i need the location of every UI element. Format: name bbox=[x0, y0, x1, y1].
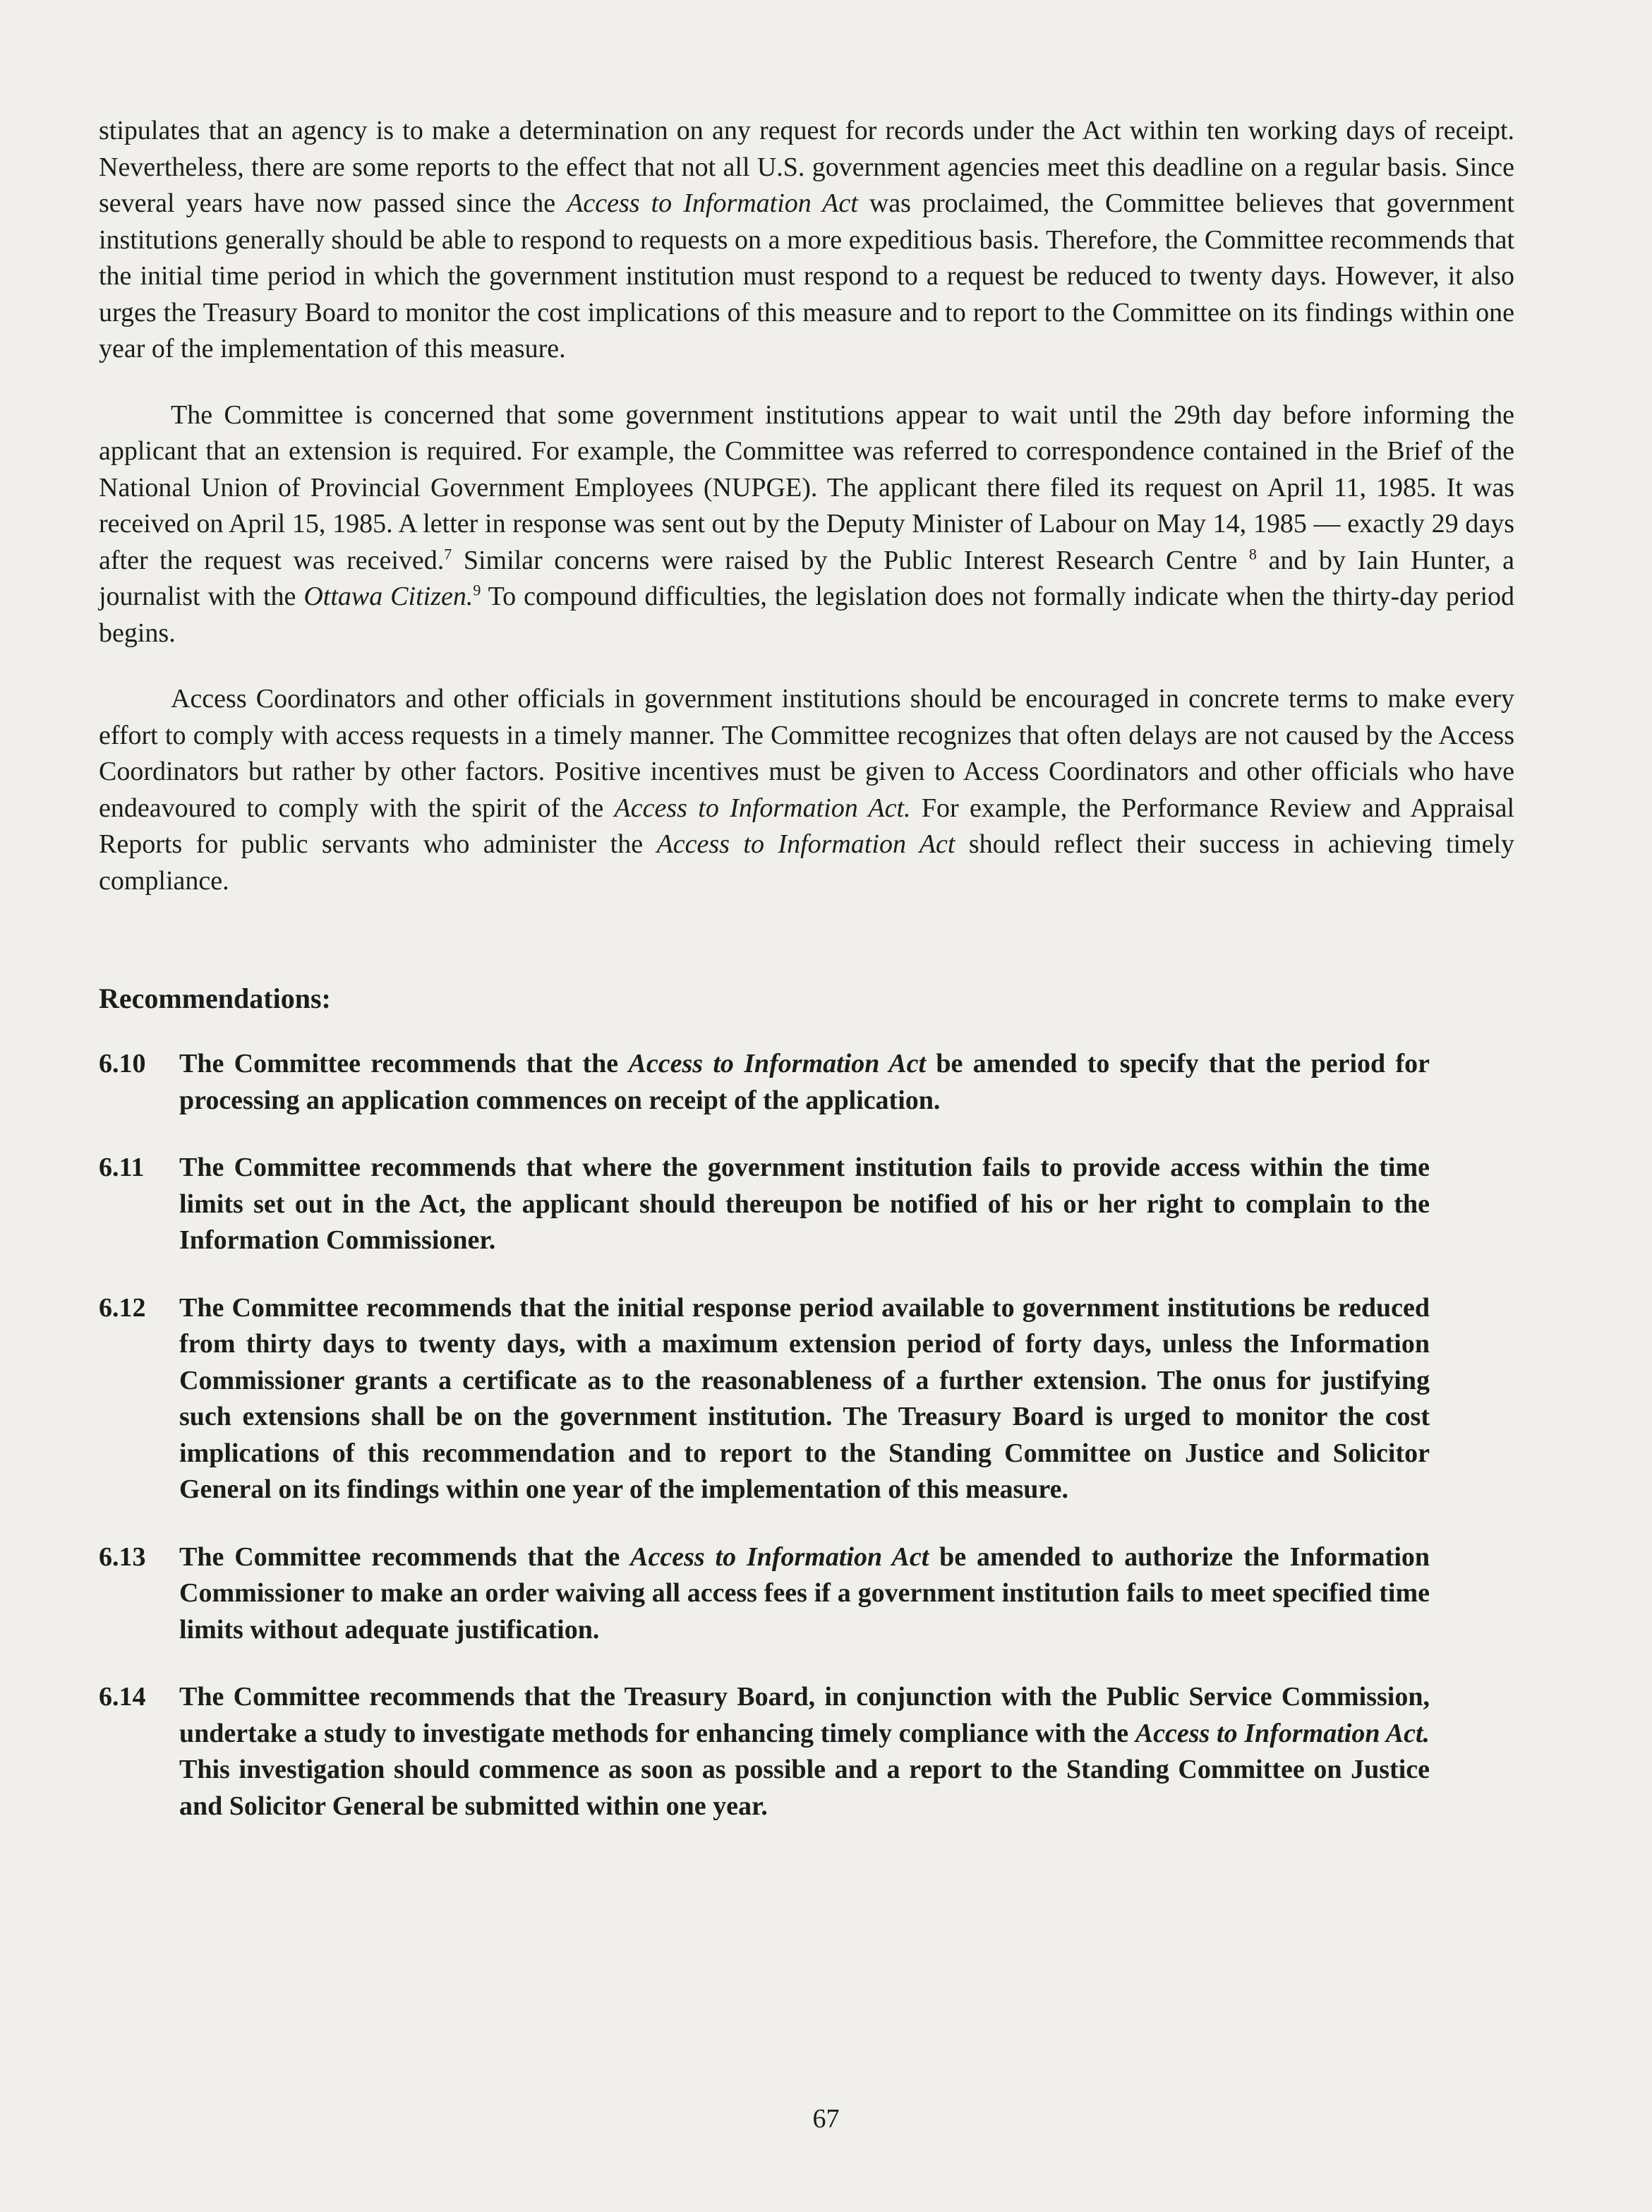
recommendation-number: 6.12 bbox=[99, 1292, 146, 1323]
act-title: Access to Information Act bbox=[567, 188, 858, 218]
act-title: Access to Information Act bbox=[656, 829, 955, 859]
text-run: be amended to authorize the Information Commissioner to make an order waiving all access fees if a government institution fails to meet specified time limits without adequate justification. bbox=[179, 1541, 1430, 1645]
recommendations-heading: Recommendations: bbox=[99, 982, 331, 1014]
text-run: be amended to specify that the period for processing an application commences on receipt of the application. bbox=[179, 1049, 1430, 1115]
text-run: Similar concerns were raised by the Public Interest Research Centre bbox=[452, 545, 1249, 575]
text-run: For example, the Performance Review and Appraisal Reports for public servants who administer the bbox=[99, 793, 1515, 859]
text-run: The Committee recommends that the bbox=[179, 1049, 629, 1078]
text-run: The Committee is concerned that some government institutions appear to wait until the 29th day before informing the applicant that an extension is required. For example, the Committee was referred to correspondence contained in the Brief of the National Union of Provincial Government Employees (NUPGE). The applicant there filed its request on April 11, 1985. It was received on April 15, 1985. A letter in response was sent out by the Deputy Minister of Labour on May 14, 1985 — exactly 29 days after the request was received. bbox=[99, 399, 1514, 575]
recommendation-number: 6.11 bbox=[99, 1153, 145, 1182]
paragraph-3 bbox=[99, 681, 1514, 899]
text-run: should reflect their success in achieving timely compliance. bbox=[99, 829, 1515, 896]
text-run: The Committee recommends that the bbox=[179, 1541, 631, 1572]
text-run: stipulates that an agency is to make a determination on any request for records under the Act within ten working days of receipt. Nevertheless, there are some reports to the effect that not all U.S. government agencies meet this deadline on a regular basis. Since several years have now passed since the bbox=[99, 116, 1514, 218]
recommendation-number: 6.14 bbox=[99, 1682, 146, 1712]
recommendation-text bbox=[179, 1290, 1430, 1508]
text-run: This investigation should commence as soon as possible and a report to the Standing Committee on Justice and Solicitor General be submitted within one year. bbox=[179, 1755, 1430, 1821]
recommendation-number: 6.13 bbox=[99, 1541, 146, 1572]
paragraph-1 bbox=[99, 113, 1514, 368]
recommendation-6-14 bbox=[99, 1679, 1514, 1825]
paragraph-2 bbox=[99, 397, 1514, 652]
recommendation-6-12 bbox=[99, 1290, 1514, 1508]
text-run: The Committee recommends that where the government institution fails to provide access within the time limits set out in the Act, the applicant should thereupon be notified of his or her right to complain to the Information Commissioner. bbox=[179, 1153, 1430, 1255]
text-run: Access Coordinators and other officials in government institutions should be encouraged in concrete terms to make every effort to comply with access requests in a timely manner. The Committee recognizes that often delays are not caused by the Access Coordinators but rather by other factors. Positive incentives must be given to Access Coordinators and other officials who have endeavoured to comply with the spirit of the bbox=[99, 684, 1514, 823]
recommendation-6-10 bbox=[99, 1046, 1514, 1119]
recommendation-text bbox=[179, 1046, 1430, 1119]
recommendation-text bbox=[179, 1539, 1430, 1649]
text-run: The Committee recommends that the initial response period available to government institutions be reduced from thirty days to twenty days, with a maximum extension period of forty days, unless the Information Commissioner grants a certificate as to the reasonableness of a further extension. The onus for justifying such extensions shall be on the government institution. The Treasury Board is urged to monitor the cost implications of this recommendation and to report to the Standing Committee on Justice and Solicitor General on its findings within one year of the implementation of this measure. bbox=[179, 1292, 1430, 1504]
recommendation-6-13 bbox=[99, 1539, 1514, 1649]
text-run: The Committee recommends that the Treasury Board, in conjunction with the Public Service Commission, undertake a study to investigate methods for enhancing timely compliance with the bbox=[179, 1682, 1430, 1748]
recommendation-text bbox=[179, 1679, 1430, 1825]
recommendation-number: 6.10 bbox=[99, 1049, 146, 1078]
footnote-ref-9: 9 bbox=[473, 581, 481, 599]
page-number: 67 bbox=[812, 2104, 840, 2134]
recommendation-6-11 bbox=[99, 1150, 1514, 1259]
act-title: Access to Information Act bbox=[628, 1049, 927, 1078]
act-title: Access to Information Act. bbox=[614, 793, 911, 823]
text-run: To compound difficulties, the legislation does not formally indicate when the thirty-day period begins. bbox=[99, 582, 1514, 648]
text-run: was proclaimed, the Committee believes that government institutions generally should be able to respond to requests on a more expeditious basis. Therefore, the Committee recommends that the initial time period in which the government institution must respond to a request be reduced to twenty days. However, it also urges the Treasury Board to monitor the cost implications of this measure and to report to the Committee on its findings within one year of the implementation of this measure. bbox=[99, 188, 1514, 363]
footnote-ref-8: 8 bbox=[1248, 544, 1257, 563]
act-title: Access to Information Act. bbox=[1135, 1718, 1430, 1748]
text-run: and by Iain Hunter, a journalist with the bbox=[99, 545, 1515, 611]
footnote-ref-7: 7 bbox=[444, 544, 452, 563]
recommendation-text bbox=[179, 1150, 1430, 1259]
document-page bbox=[99, 113, 1514, 1825]
newspaper-title: Ottawa Citizen. bbox=[303, 582, 474, 611]
act-title: Access to Information Act bbox=[630, 1541, 929, 1572]
